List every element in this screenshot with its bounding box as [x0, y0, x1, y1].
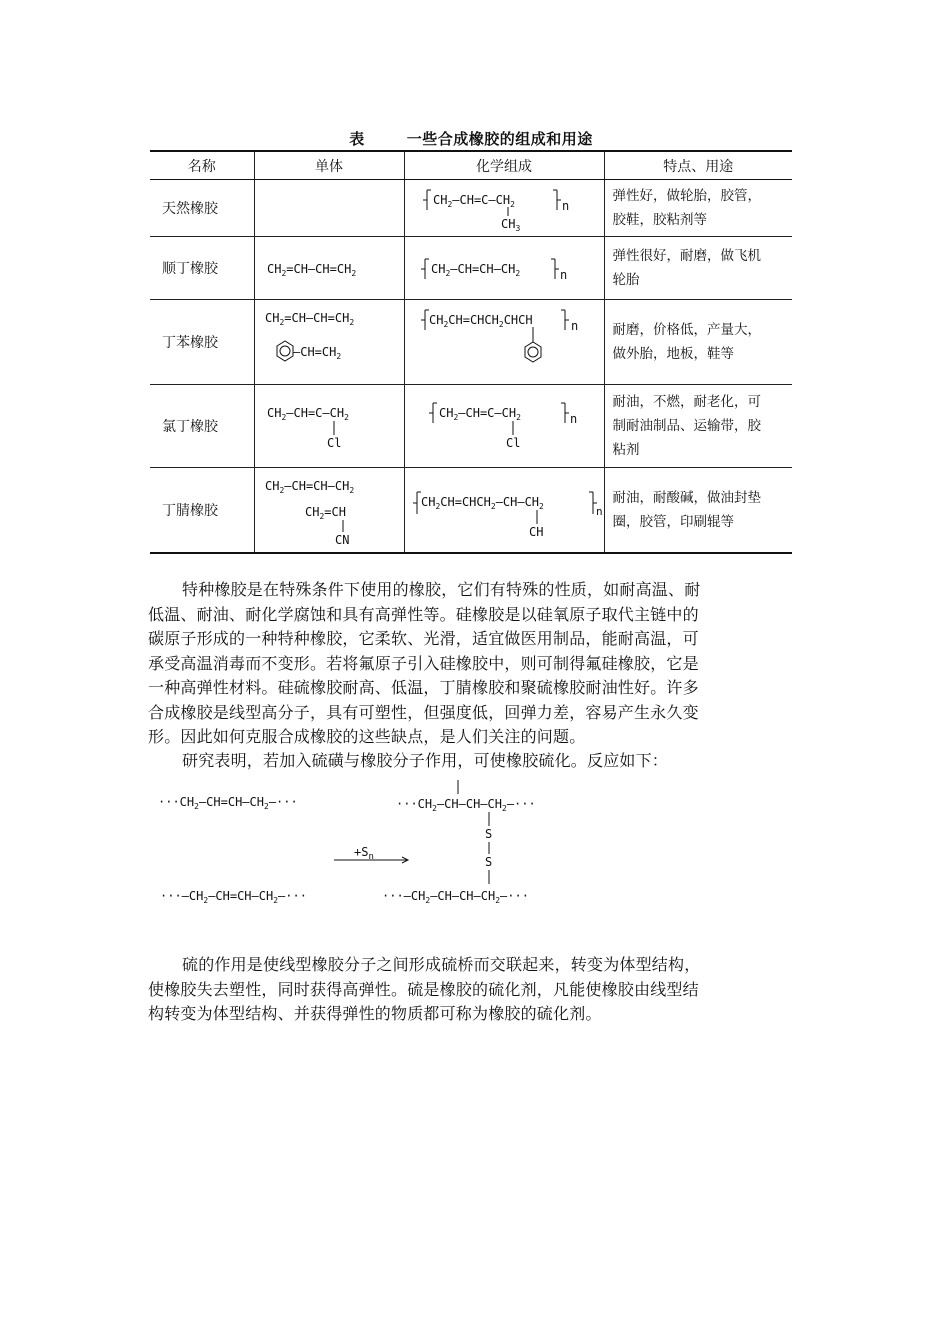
svg-text:Cl: Cl — [326, 436, 341, 450]
svg-text:n: n — [569, 412, 577, 426]
uses-line: 粘剂 — [612, 442, 640, 458]
rubber-name: 顺丁橡胶 — [150, 237, 254, 300]
composition-cell — [404, 180, 604, 237]
svg-text:CH2CH=CHCH2CHCH: $CH_2CH=CHCH_2CHCH$ — [428, 313, 533, 329]
paragraph-line: 硫的作用是使线型橡胶分子之间形成硫桥而交联起来，转变为体型结构， — [182, 955, 701, 974]
monomer-cell — [254, 385, 404, 468]
composition-formula — [405, 468, 605, 552]
rubber-name: 氯丁橡胶 — [150, 385, 254, 468]
table-row — [150, 180, 792, 237]
svg-text:n: n — [559, 268, 567, 282]
paragraph-line: 合成橡胶是线型高分子，具有可塑性，但强度低，回弹力差，容易产生永久变 — [148, 702, 699, 722]
paragraph-special-rubber — [148, 578, 800, 750]
monomer-formula — [255, 468, 405, 552]
composition-formula — [405, 237, 605, 299]
product-chain-bottom: $\cdot\cdot\cdot—CH_2—CH—CH—CH_2—\cdot\cdot\cdot$ — [382, 889, 529, 905]
svg-text:n: n — [561, 199, 569, 213]
paragraph-line: 承受高温消毒而不变形。若将氟原子引入硅橡胶中，则可制得氟硅橡胶，它是 — [148, 653, 699, 673]
caption-prefix: 表 — [349, 130, 365, 148]
uses-cell — [604, 300, 792, 385]
table-caption — [150, 128, 792, 149]
svg-text:CH2—CH=C—CH2: $CH_2—CH=C—CH_2$ — [266, 406, 349, 422]
uses-line: 制耐油制品、运输带，胶 — [612, 418, 761, 434]
uses-cell — [604, 385, 792, 468]
composition-cell — [404, 300, 604, 385]
monomer-cell — [254, 237, 404, 300]
svg-text:CH2—CH=C—CH2: $CH_2—CH=C—CH_2$ — [432, 193, 515, 209]
monomer-formula — [255, 300, 405, 384]
vulcanization-reaction — [150, 778, 590, 910]
svg-text:CH2—CH=C—CH2: $CH_2—CH=C—CH_2$ — [438, 406, 521, 422]
benzene-ring-icon — [528, 347, 538, 357]
sulfur-atom: S — [485, 855, 493, 869]
table-row — [150, 300, 792, 385]
monomer-cell — [254, 180, 404, 237]
uses-line: 做外胎，地板，鞋等 — [612, 346, 734, 362]
reactant-chain-top: $\cdot\cdot\cdot CH_2—CH=CH—CH_2—\cdot\cdot\cdot$ — [158, 795, 298, 811]
paragraph-line: 研究表明，若加入硫磺与橡胶分子作用，可使橡胶硫化。反应如下： — [182, 751, 669, 770]
paragraph-line: 构转变为体型结构、并获得弹性的物质都可称为橡胶的硫化剂。 — [148, 1004, 602, 1023]
paragraph-vulcanization-intro — [148, 749, 800, 774]
svg-text:CH3: $CH_3$ — [500, 217, 520, 233]
paragraph-line: 碳原子形成的一种特种橡胶，它柔软、光滑，适宜做医用制品，能耐高温，可 — [148, 629, 699, 648]
paragraph-line: 一种高弹性材料。硅硫橡胶耐高、低温，丁腈橡胶和聚硫橡胶耐油性好。许多 — [148, 678, 699, 697]
uses-line: 耐磨，价格低，产量大， — [612, 322, 761, 338]
rubber-table — [150, 150, 792, 554]
svg-text:CN: CN — [334, 533, 349, 547]
uses-line: 胶鞋，胶粘剂等 — [612, 212, 707, 228]
paragraph-line: 特种橡胶是在特殊条件下使用的橡胶，它们有特殊的性质，如耐高温、耐 — [182, 580, 701, 599]
composition-cell — [404, 385, 604, 468]
paragraph-line: 形。因此如何克服合成橡胶的这些缺点，是人们关注的问题。 — [148, 727, 586, 746]
benzene-ring-icon — [277, 341, 293, 361]
svg-text:CH2CH=CHCH2—CH—CH2: $CH_2CH=CHCH_2—CH—CH_2$ — [420, 495, 544, 511]
header-uses: 特点、用途 — [604, 151, 792, 180]
reactant-chain-bottom: $\cdot\cdot\cdot—CH_2—CH=CH—CH_2—\cdot\cdot\cdot$ — [160, 889, 307, 905]
uses-line: 耐油，耐酸碱，做油封垫 — [612, 490, 761, 506]
header-composition: 化学组成 — [404, 151, 604, 180]
rubber-name: 丁腈橡胶 — [150, 468, 254, 554]
svg-text:Cl: Cl — [505, 436, 520, 450]
table-header-row — [150, 151, 792, 180]
uses-line: 弹性好，做轮胎，胶管， — [612, 188, 761, 204]
table-row — [150, 385, 792, 468]
svg-text:CH2=CH—CH=CH2: $CH_2=CH—CH=CH_2$ — [264, 311, 354, 327]
uses-line: 耐油，不燃，耐老化，可 — [612, 394, 761, 410]
paragraph-line: 使橡胶失去塑性，同时获得高弹性。硫是橡胶的硫化剂，凡能使橡胶由线型结 — [148, 979, 699, 999]
sulfur-atom: S — [485, 827, 493, 841]
monomer-cell — [254, 468, 404, 554]
benzene-ring-icon — [525, 342, 541, 362]
composition-formula — [405, 180, 605, 236]
svg-text:n: n — [595, 505, 603, 518]
svg-text:CH2—CH=CH—CH2: $CH_2—CH=CH—CH_2$ — [264, 479, 354, 495]
svg-text:n: n — [570, 319, 578, 333]
uses-cell — [604, 180, 792, 237]
product-chain-top: $\cdot\cdot\cdot CH_2—CH—CH—CH_2—\cdot\cdot\cdot$ — [396, 797, 536, 813]
svg-text:CH: CH — [528, 525, 543, 539]
svg-text:CH2—CH=CH—CH2: $CH_2—CH=CH—CH_2$ — [430, 262, 520, 278]
caption-title: 一些合成橡胶的组成和用途 — [406, 130, 593, 148]
table-row — [150, 468, 792, 554]
paragraph-sulfur-role — [148, 953, 800, 1027]
reagent-label: $+S_n$ — [354, 845, 374, 862]
composition-cell — [404, 468, 604, 554]
uses-cell — [604, 468, 792, 554]
rubber-name: 天然橡胶 — [150, 180, 254, 237]
header-monomer: 单体 — [254, 151, 404, 180]
uses-cell — [604, 237, 792, 300]
composition-formula — [405, 385, 605, 467]
rubber-name: 丁苯橡胶 — [150, 300, 254, 385]
uses-line: 圈，胶管，印刷辊等 — [612, 514, 734, 530]
table-row — [150, 237, 792, 300]
uses-line: 轮胎 — [612, 272, 640, 288]
composition-cell — [404, 237, 604, 300]
svg-text:—CH=CH2: $—CH=CH_2$ — [292, 345, 341, 361]
svg-text:CH2=CH—CH=CH2: $CH_2=CH—CH=CH_2$ — [266, 262, 356, 278]
benzene-ring-icon — [280, 346, 290, 356]
uses-line: 弹性很好，耐磨，做飞机 — [612, 248, 761, 264]
monomer-formula — [255, 385, 405, 467]
monomer-cell — [254, 300, 404, 385]
svg-text:CH2=CH: $CH_2=CH$ — [304, 505, 346, 521]
monomer-formula — [255, 237, 405, 299]
composition-formula — [405, 300, 605, 384]
header-name: 名称 — [150, 151, 254, 180]
paragraph-line: 低温、耐油、耐化学腐蚀和具有高弹性等。硅橡胶是以硅氧原子取代主链中的 — [148, 604, 699, 624]
